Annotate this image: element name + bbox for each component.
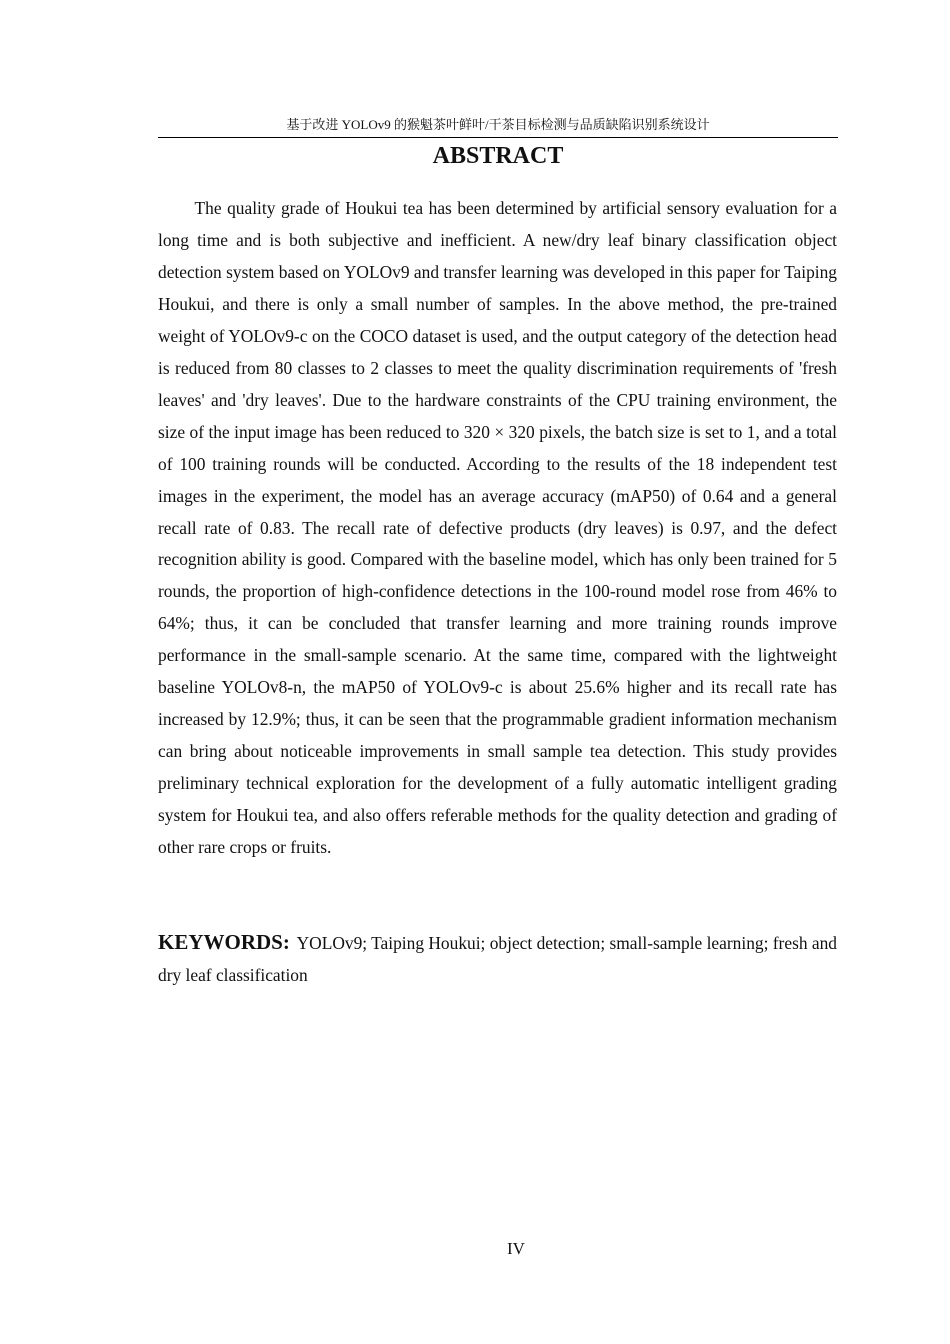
keywords-text: YOLOv9; Taiping Houkui; object detection; small-sample learning; fresh and dry leaf classification	[158, 933, 838, 985]
abstract-paragraph: The quality grade of Houkui tea has been determined by artificial sensory evaluation for a long time and is both subjective and inefficient. A new/dry leaf binary classification object detection system based on YOLOv9 and transfer learning was developed in this paper for Taiping Houkui, and there is only a small number of samples. In the above method, the pre-trained weight of YOLOv9-c on the COCO dataset is used, and the output category of the detection head is reduced from 80 classes to 2 classes to meet the quality discrimination requirements of 'fresh leaves' and 'dry leaves'. Due to the hardware constraints of the CPU training environment, the size of the input image has been reduced to 320 × 320 pixels, the batch size is set to 1, and a total of 100 training rounds will be conducted. According to the results of the 18 independent test images in the experiment, the model has an average accuracy (mAP50) of 0.64 and a general recall rate of 0.83. The recall rate of defective products (dry leaves) is 0.97, and the defect recognition ability is good. Compared with the baseline model, which has only been trained for 5 rounds, the proportion of high-confidence detections in the 100-round model rose from 46% to 64%; thus, it can be concluded that transfer learning and more training rounds improve performance in the small-sample scenario. At the same time, compared with the lightweight baseline YOLOv8-n, the mAP50 of YOLOv9-c is about 25.6% higher and its recall rate has increased by 12.9%; thus, it can be seen that the programmable gradient information mechanism can bring about noticeable improvements in small sample tea detection. This study provides preliminary technical exploration for the development of a fully automatic intelligent grading system for Houkui tea, and also offers referable methods for the quality detection and grading of other rare crops or fruits.	[158, 198, 837, 858]
abstract-heading: ABSTRACT	[432, 143, 564, 169]
running-header	[158, 115, 838, 138]
keywords-label: KEYWORDS:	[158, 930, 290, 954]
keywords-section	[158, 927, 837, 992]
page-number: IV	[507, 1239, 525, 1258]
running-header-title: 基于改进 YOLOv9 的猴魁茶叶鲜叶/干茶目标检测与品质缺陷识别系统设计	[286, 117, 710, 132]
